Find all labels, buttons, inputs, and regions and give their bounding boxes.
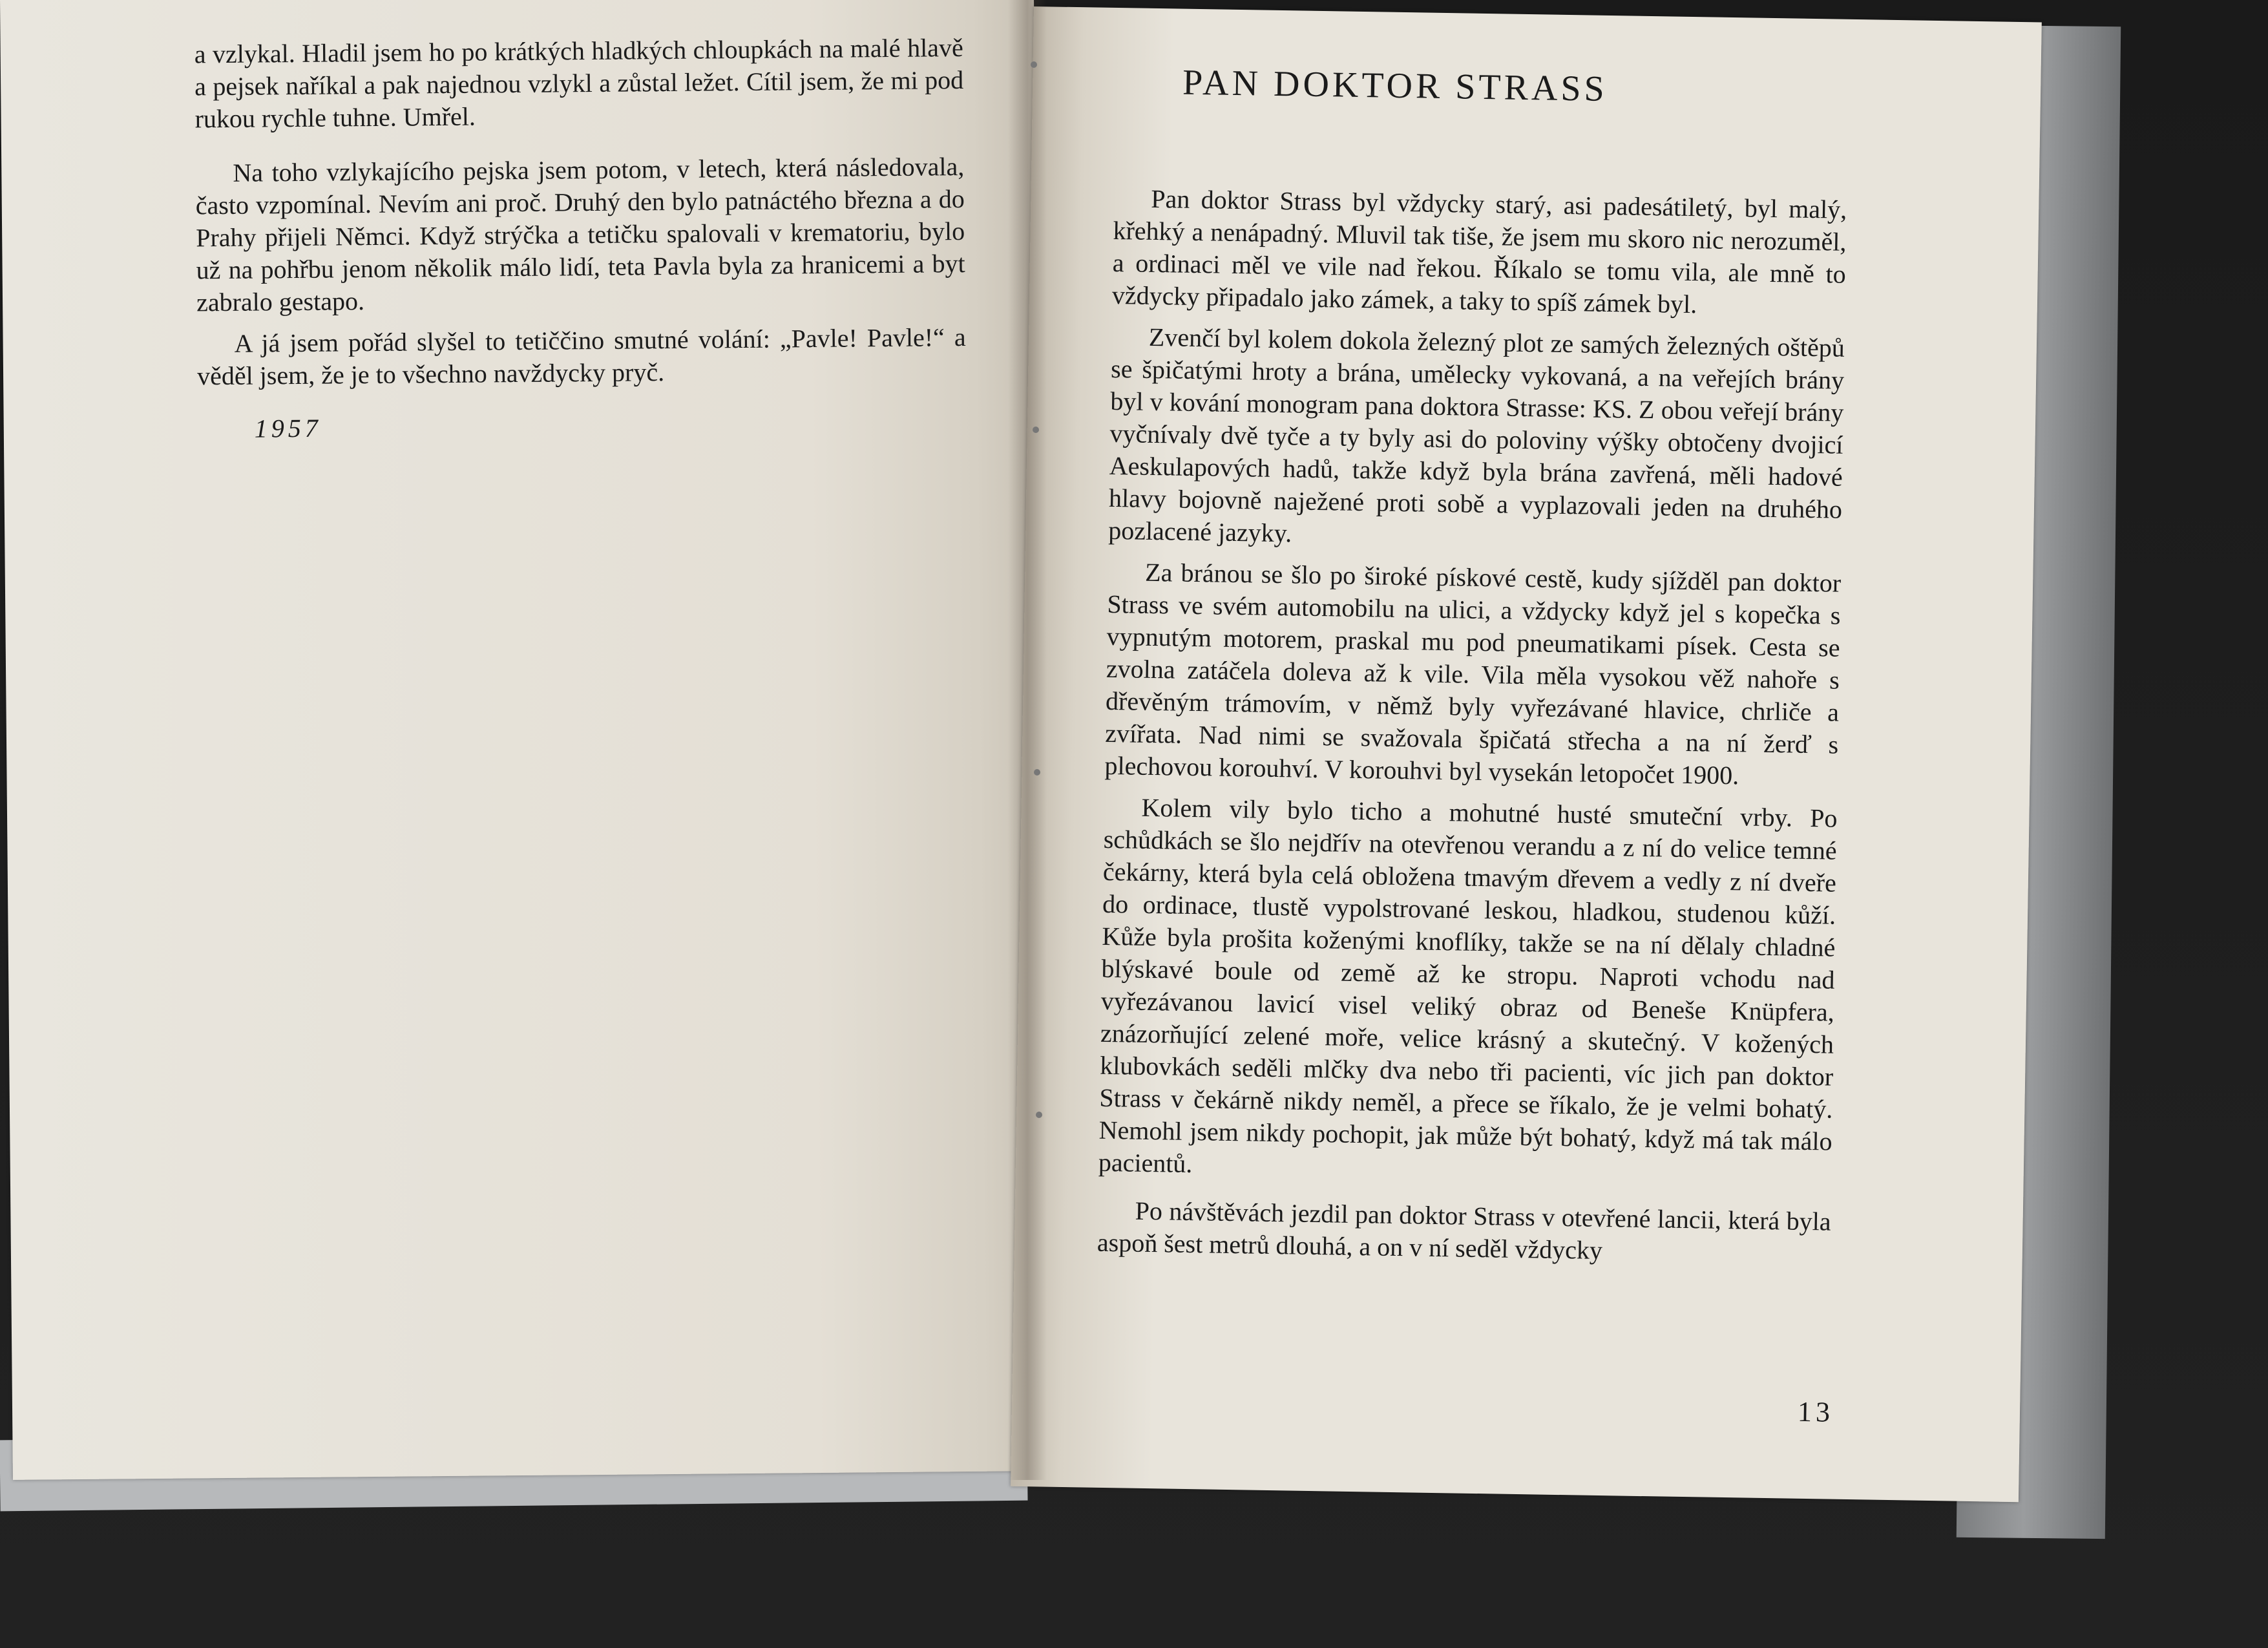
right-paragraph: Za bránou se šlo po široké pískové cestě, kudy sjížděl pan doktor Strass ve svém automobilu na ulici, a vždycky když jel s kopečka s vypnutým motorem, praskal mu pod pneumatikami písek. Cesta se zvolna zatáčela doleva až k vile. Vila měla vysokou věž nahoře s dřevěným trámovím, v němž byly vyřezávané hlavice, chrliče a zvířata. Nad nimi se svažovala špičatá střecha a na ní žerď s plechovou korouhví. V korouhvi byl vysekán letopočet 1900. <box>1104 557 1842 790</box>
right-paragraph: Pan doktor Strass byl vždycky starý, asi padesátiletý, byl malý, křehký a nenápadný. Mluvil tak tiše, že jsem mu skoro nic nerozuměl, a ordinaci měl ve vile nad řekou. Říkalo se tomu vila, ale mně to vždycky připadalo jako zámek, a taky to spíš zámek byl. <box>1111 184 1847 319</box>
right-page <box>1011 6 2042 1502</box>
left-paragraph: a vzlykal. Hladil jsem ho po krátkých hladkých chloupkách na malé hlavě a pejsek naříkal a pak najednou vzlykl a zůstal ležet. Cítil jsem, že mi pod rukou rychle tuhne. Umřel. <box>194 32 964 134</box>
chapter-title: PAN DOKTOR STRASS <box>1182 62 1608 109</box>
left-paragraph: Na toho vzlykajícího pejska jsem potom, v letech, která následovala, často vzpomínal. Nevím ani proč. Druhý den bylo patnáctého března a do Prahy přijeli Němci. Když strýčka a tetičku spalovali v krematoriu, bylo už na pohřbu jenom několik málo lidí, teta Pavla byla za hranicemi a byt zabralo gestapo. <box>195 151 965 317</box>
binding-stitch <box>1033 427 1039 433</box>
page-number: 13 <box>1797 1395 1834 1428</box>
left-page <box>0 0 1047 1480</box>
right-paragraph: Kolem vily bylo ticho a mohutné husté smuteční vrby. Po schůdkách se šlo nejdřív na otevřenou verandu a z ní do velice temné čekárny, která byla celá obložena tmavým dřevem a vedly z ní dveře do ordinace, tlustě vypolstrované leskou, hladkou, studenou kůží. Kůže byla prošita koženými knoflíky, takže se na ní dělaly chladné blýskavé boule od země až ke stropu. Naproti vchodu nad vyřezávanou lavicí visel veliký obraz od Beneše Knüpfera, znázorňující zelené moře, velice krásný a skutečný. V kožených klubovkách seděli mlčky dva nebo tři pacienti, víc jich pan doktor Strass v čekárně nikdy neměl, a přece se říkalo, že je velmi bohatý. Nemohl jsem nikdy pochopit, jak může být bohatý, když má tak málo pacientů. <box>1098 792 1838 1179</box>
left-page-text <box>194 32 967 445</box>
book-gutter <box>1008 0 1047 1480</box>
publication-year: 1957 <box>254 413 322 443</box>
right-page-text <box>1097 182 1847 1271</box>
right-paragraph: Po návštěvách jezdil pan doktor Strass v otevřené lancii, která byla aspoň šest metrů dlouhá, a on v ní seděl vždycky <box>1097 1196 1831 1265</box>
binding-stitch <box>1031 61 1037 68</box>
binding-stitch <box>1034 769 1040 776</box>
left-paragraph: A já jsem pořád slyšel to tetiččino smutné volání: „Pavle! Pavle!“ a věděl jsem, že je to všechno navždycky pryč. <box>196 322 966 391</box>
right-paragraph: Zvenčí byl kolem dokola železný plot ze samých železných oštěpů se špičatými hroty a brána, umělecky vykovaná, a na veřejích brány byl v kování monogram pana doktora Strasse: KS. Z obou veřejí brány vyčnívaly dvě tyče a ty byly asi do poloviny výšky obtočeny dvojicí Aeskulapových hadů, takže když byla brána zavřená, měli hadové hlavy bojovně naježené proti sobě a vyplazovali jeden na druhého pozlacené jazyky. <box>1108 322 1845 548</box>
binding-stitch <box>1036 1112 1042 1118</box>
